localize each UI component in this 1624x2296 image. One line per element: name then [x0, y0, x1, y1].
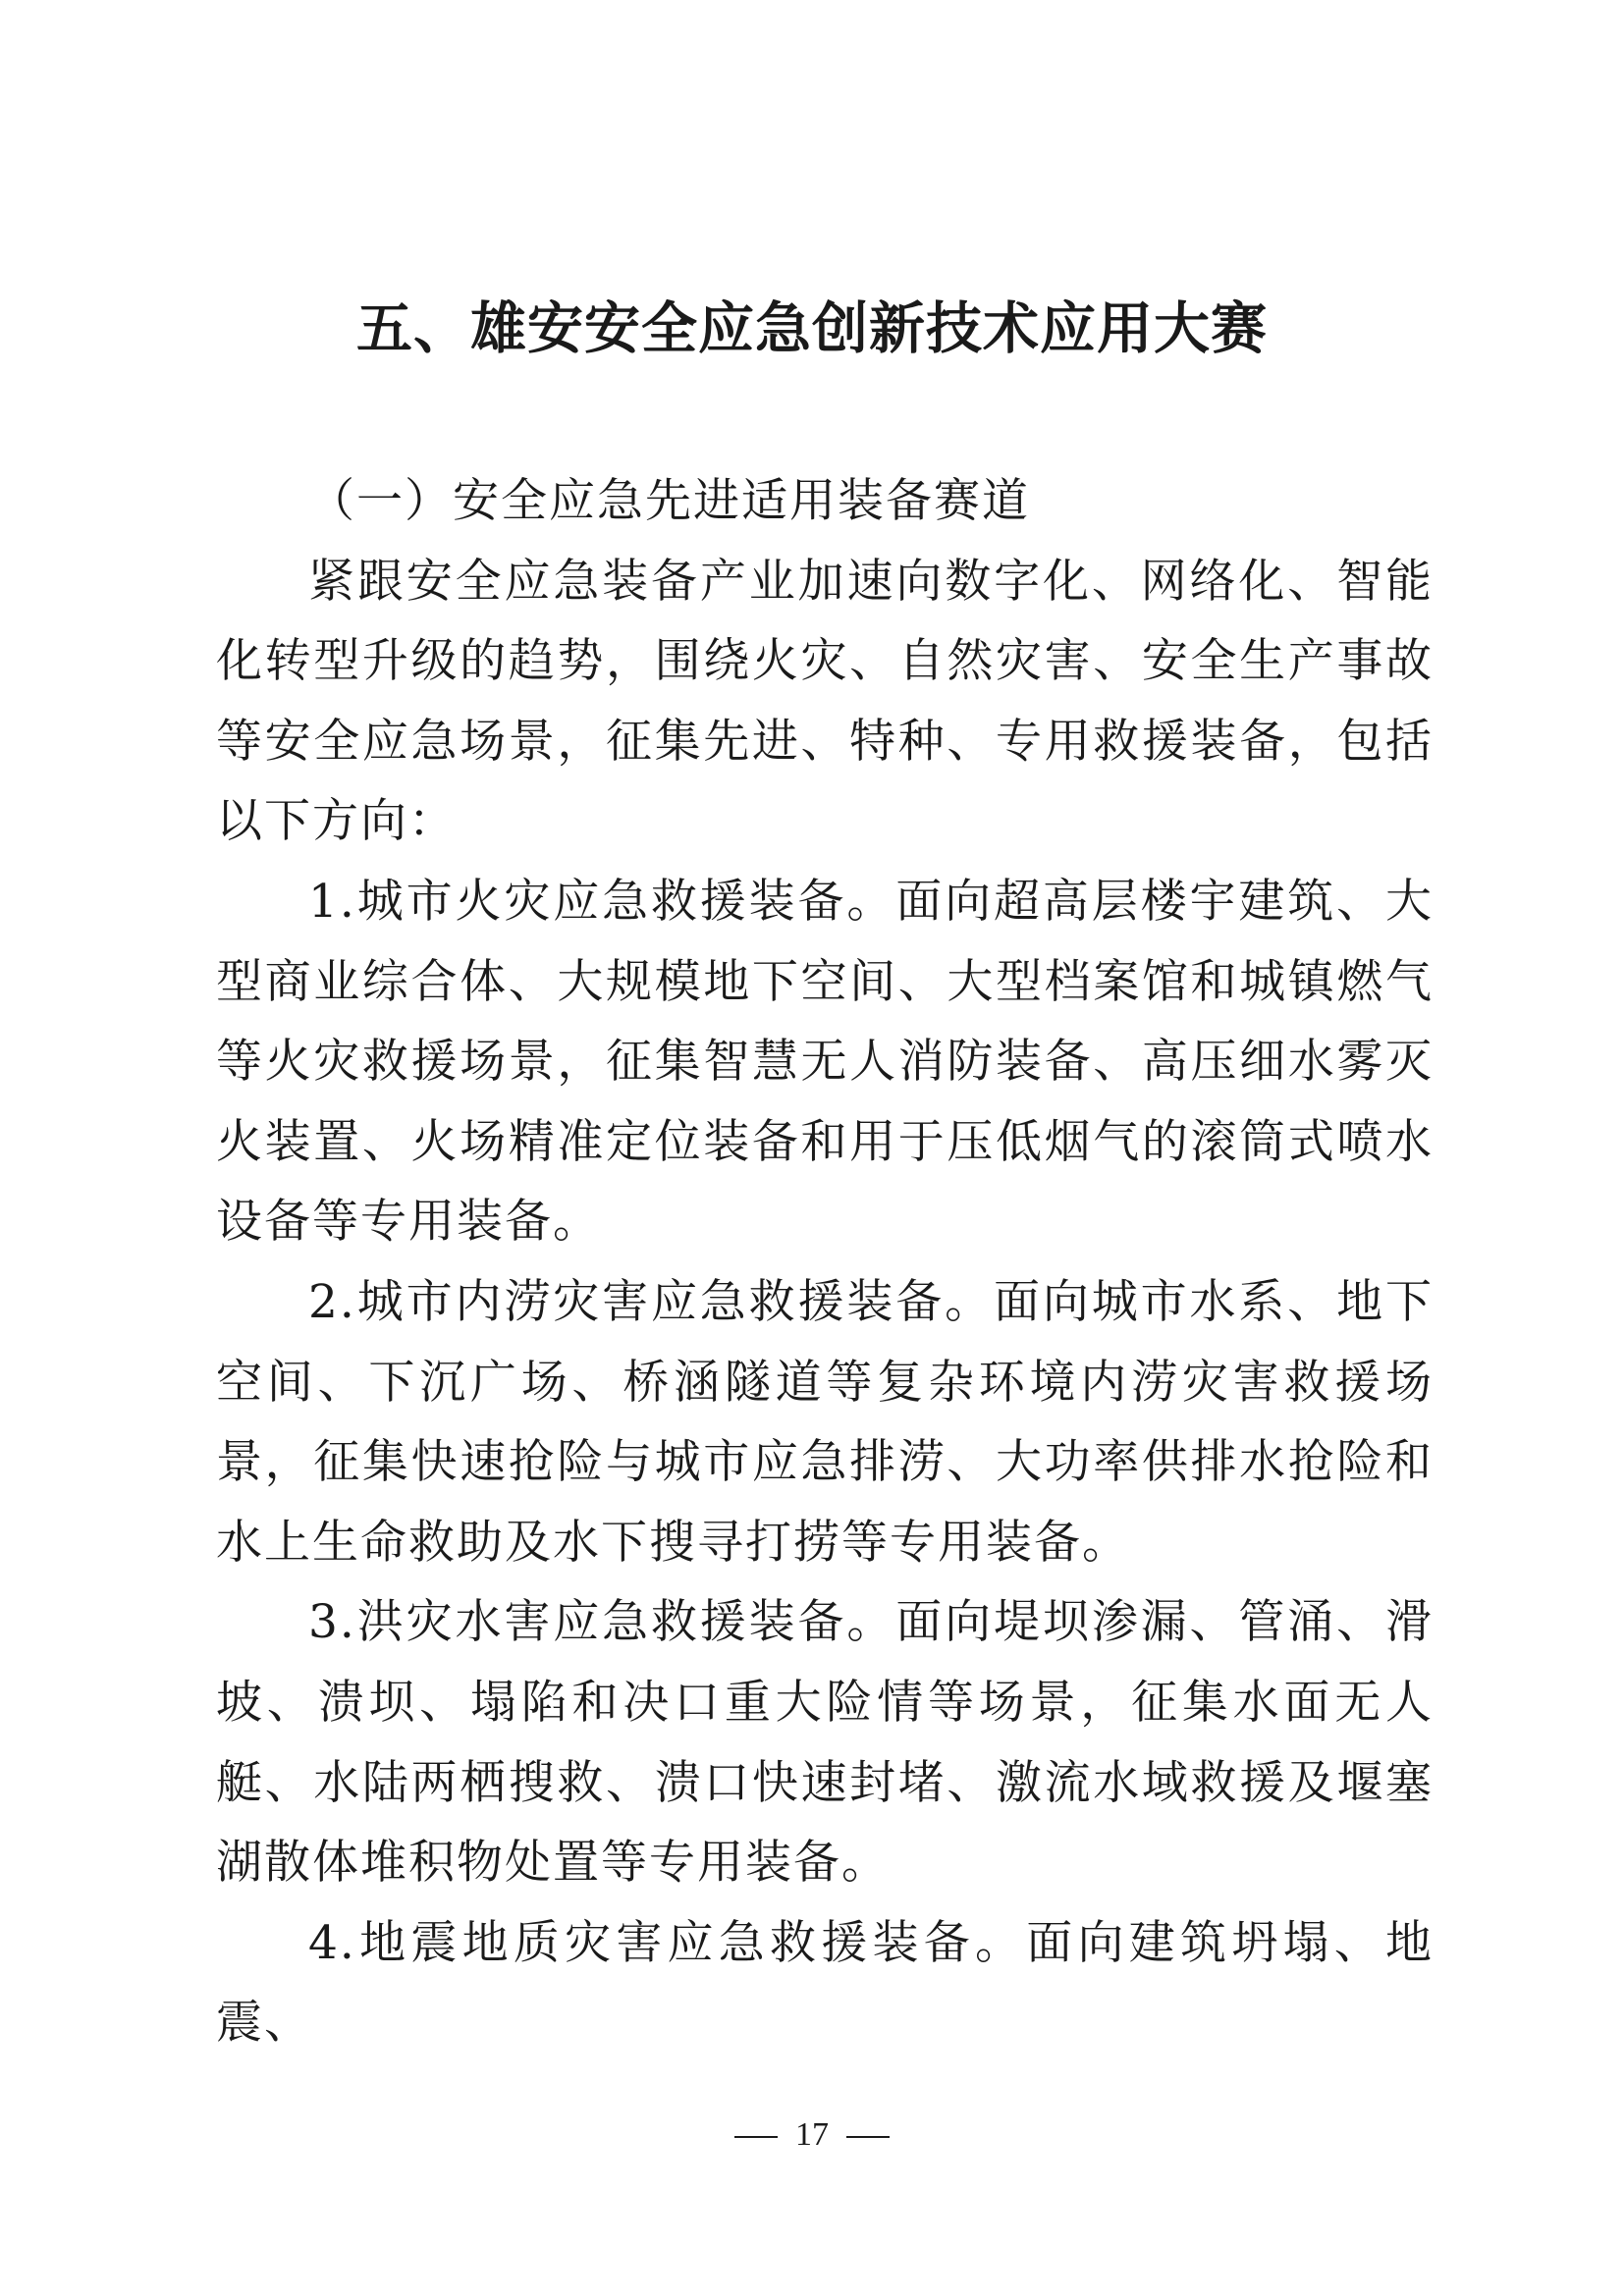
item-paragraph-2: 2.城市内涝灾害应急救援装备。面向城市水系、地下空间、下沉广场、桥涵隧道等复杂环境内涝灾害救援场景，征集快速抢险与城市应急排涝、大功率供排水抢险和水上生命救助及水下搜寻打捞等专用装备。 [216, 1274, 1434, 1570]
body-text [216, 461, 1434, 2063]
page-number: 17 [795, 2116, 829, 2153]
intro-paragraph: 紧跟安全应急装备产业加速向数字化、网络化、智能化转型升级的趋势，围绕火灾、自然灾害、安全生产事故等安全应急场景，征集先进、特种、专用救援装备，包括以下方向： [216, 554, 1434, 849]
section-title: 五、雄安安全应急创新技术应用大赛 [356, 295, 1268, 361]
item-paragraph-1: 1.城市火灾应急救援装备。面向超高层楼宇建筑、大型商业综合体、大规模地下空间、大型档案馆和城镇燃气等火灾救援场景，征集智慧无人消防装备、高压细水雾灭火装置、火场精准定位装备和用于压低烟气的滚筒式喷水设备等专用装备。 [216, 874, 1434, 1250]
page-footer [0, 2110, 1624, 2160]
item-paragraph-4: 4.地震地质灾害应急救援装备。面向建筑坍塌、地震、 [216, 1915, 1434, 2051]
dash-right [846, 2136, 890, 2138]
item-paragraph-3: 3.洪灾水害应急救援装备。面向堤坝渗漏、管涌、滑坡、溃坝、塌陷和决口重大险情等场景，征集水面无人艇、水陆两栖搜救、溃口快速封堵、激流水域救援及堰塞湖散体堆积物处置等专用装备。 [216, 1595, 1434, 1891]
dash-left [734, 2136, 778, 2138]
subsection-heading: （一）安全应急先进适用装备赛道 [308, 474, 1030, 528]
